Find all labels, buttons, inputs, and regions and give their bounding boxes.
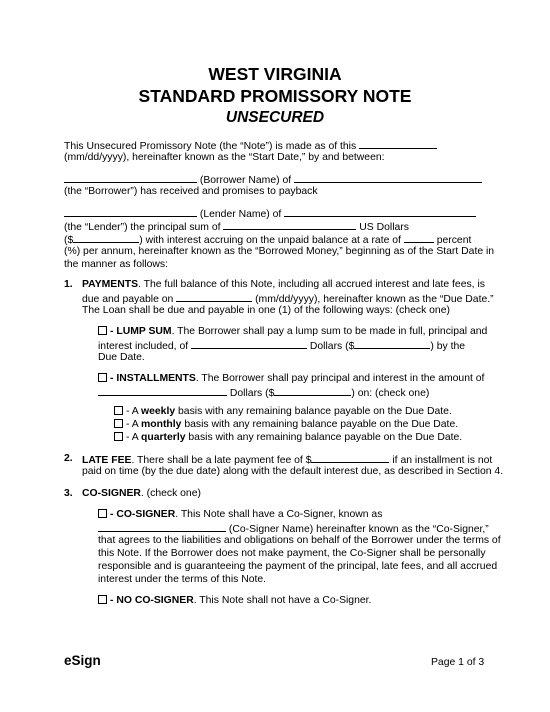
section2-line2: paid on time (by the due date) along with the default interest due, as described in Section 4. <box>82 466 504 477</box>
section1-text: . The full balance of this Note, including all accrued interest and late fees, is <box>138 279 485 290</box>
quarterly-label: quarterly <box>141 432 186 443</box>
interest-dollar-prefix: ($ <box>64 235 74 246</box>
section2-heading: LATE FEE <box>82 455 132 466</box>
document-title-line2: STANDARD PROMISSORY NOTE <box>138 86 412 106</box>
lump-sum-label: interest included, of <box>98 341 189 352</box>
no-cosigner-text: . This Note shall not have a Co-Signer. <box>193 595 372 606</box>
lump-sum-line2 <box>98 338 465 353</box>
due-date-blank[interactable] <box>176 291 252 302</box>
cosigner-name-label: (Co-Signer Name) hereinafter known as the “Co-Signer,” <box>228 524 489 535</box>
weekly-option: - A weekly basis with any remaining balance payable on the Due Date. <box>114 405 452 418</box>
principal-label: (the “Lender”) the principal sum of <box>64 222 221 233</box>
lump-sum-line1 <box>98 325 487 338</box>
document-title-line1: WEST VIRGINIA <box>208 64 342 84</box>
cosigner-line3: that agrees to the liabilities and obligations on behalf of the Borrower under the terms of <box>98 535 501 546</box>
lender-name-label: (Lender Name) of <box>199 209 282 220</box>
principal-unit: US Dollars <box>359 222 409 233</box>
quarterly-checkbox[interactable] <box>114 432 123 441</box>
section3-line1 <box>82 487 201 500</box>
esign-logo: eSign <box>64 653 101 668</box>
monthly-label: monthly <box>141 419 182 430</box>
borrower-desc: (the “Borrower”) has received and promises to payback <box>64 186 318 197</box>
installment-dollars-label: Dollars ($ <box>229 388 275 399</box>
lump-sum-heading: - LUMP SUM <box>110 326 172 337</box>
page-number: Page 1 of 3 <box>431 657 485 668</box>
cosigner-checkbox[interactable] <box>98 509 107 518</box>
installments-line2 <box>98 385 429 400</box>
lump-sum-suffix: ) by the <box>430 341 466 352</box>
lump-sum-checkbox[interactable] <box>98 326 107 335</box>
installment-amount-blank[interactable] <box>274 385 351 396</box>
no-cosigner-checkbox[interactable] <box>98 595 107 604</box>
weekly-label: weekly <box>141 406 176 417</box>
installment-words-blank[interactable] <box>98 385 227 396</box>
cosigner-text: . This Note shall have a Co-Signer, known as <box>175 509 383 520</box>
cosigner-line5: responsible and is guaranteeing the payment of the principal, late fees, and all accrued <box>98 561 498 572</box>
section3-heading: CO-SIGNER <box>82 488 141 499</box>
lump-sum-text: . The Borrower shall pay a lump sum to be made in full, principal and <box>171 326 488 337</box>
cosigner-heading: - CO-SIGNER <box>110 509 176 520</box>
section1-line1 <box>82 278 485 291</box>
lump-sum-words-blank[interactable] <box>191 338 307 349</box>
intro-text: This Unsecured Promissory Note (the “Note”) is made as of this <box>64 141 357 152</box>
cosigner-line4: this Note. If the Borrower does not make payment, the Co-Signer shall be personally <box>98 548 486 559</box>
late-fee-text: . There shall be a late payment fee of $ <box>131 455 312 466</box>
section1-heading: PAYMENTS <box>82 279 139 290</box>
cosigner-line6: interest under the terms of this Note. <box>98 574 267 585</box>
borrower-name-label: (Borrower Name) of <box>199 175 292 186</box>
interest-line3: the manner as follows: <box>64 259 168 270</box>
interest-percent-label: percent <box>436 235 472 246</box>
borrower-address-blank[interactable] <box>294 172 482 183</box>
lump-sum-line3: Due Date. <box>98 352 145 363</box>
section1-number: 1. <box>64 279 73 290</box>
section2-number: 2. <box>64 453 73 464</box>
lump-sum-amount-blank[interactable] <box>354 338 430 349</box>
monthly-option: - A monthly basis with any remaining balance payable on the Due Date. <box>114 418 458 431</box>
installments-checkbox[interactable] <box>98 373 107 382</box>
due-date-label: due and payable on <box>82 294 174 305</box>
due-date-text: (mm/dd/yyyy), hereinafter known as the “Due Date.” <box>255 294 494 305</box>
no-cosigner-heading: - NO CO-SIGNER <box>110 595 194 606</box>
principal-amount-blank[interactable] <box>73 232 139 243</box>
section1-line3: The Loan shall be due and payable in one (1) of the following ways: (check one) <box>82 305 450 316</box>
start-date-blank[interactable] <box>359 138 437 149</box>
document-subtitle: UNSECURED <box>225 109 325 126</box>
interest-line2: (%) per annum, hereinafter known as the “Borrowed Money,” beginning as of the Start Date in <box>64 246 495 257</box>
lump-sum-dollars-label: Dollars ($ <box>309 341 355 352</box>
no-cosigner-line <box>98 594 371 607</box>
section3-text: . (check one) <box>140 488 201 499</box>
monthly-checkbox[interactable] <box>114 419 123 428</box>
cosigner-line1 <box>98 508 382 521</box>
interest-text: ) with interest accruing on the unpaid balance at a rate of <box>139 235 401 246</box>
installments-text: . The Borrower shall pay principal and interest in the amount of <box>195 373 485 384</box>
intro-line2: (mm/dd/yyyy), hereinafter known as the “Start Date,” by and between: <box>64 152 385 163</box>
late-fee-suffix: if an installment is not <box>392 455 493 466</box>
lender-name-blank[interactable] <box>64 206 197 217</box>
weekly-checkbox[interactable] <box>114 406 123 415</box>
late-fee-blank[interactable] <box>311 452 389 463</box>
cosigner-name-blank[interactable] <box>98 521 226 532</box>
borrower-name-blank[interactable] <box>64 172 197 183</box>
lender-address-blank[interactable] <box>284 206 476 217</box>
section3-number: 3. <box>64 488 73 499</box>
interest-rate-blank[interactable] <box>404 232 434 243</box>
quarterly-option: - A quarterly basis with any remaining balance payable on the Due Date. <box>114 431 462 444</box>
installments-line1 <box>98 372 484 385</box>
installment-suffix: ) on: (check one) <box>351 388 430 399</box>
principal-words-blank[interactable] <box>223 219 356 230</box>
installments-heading: - INSTALLMENTS <box>110 373 196 384</box>
